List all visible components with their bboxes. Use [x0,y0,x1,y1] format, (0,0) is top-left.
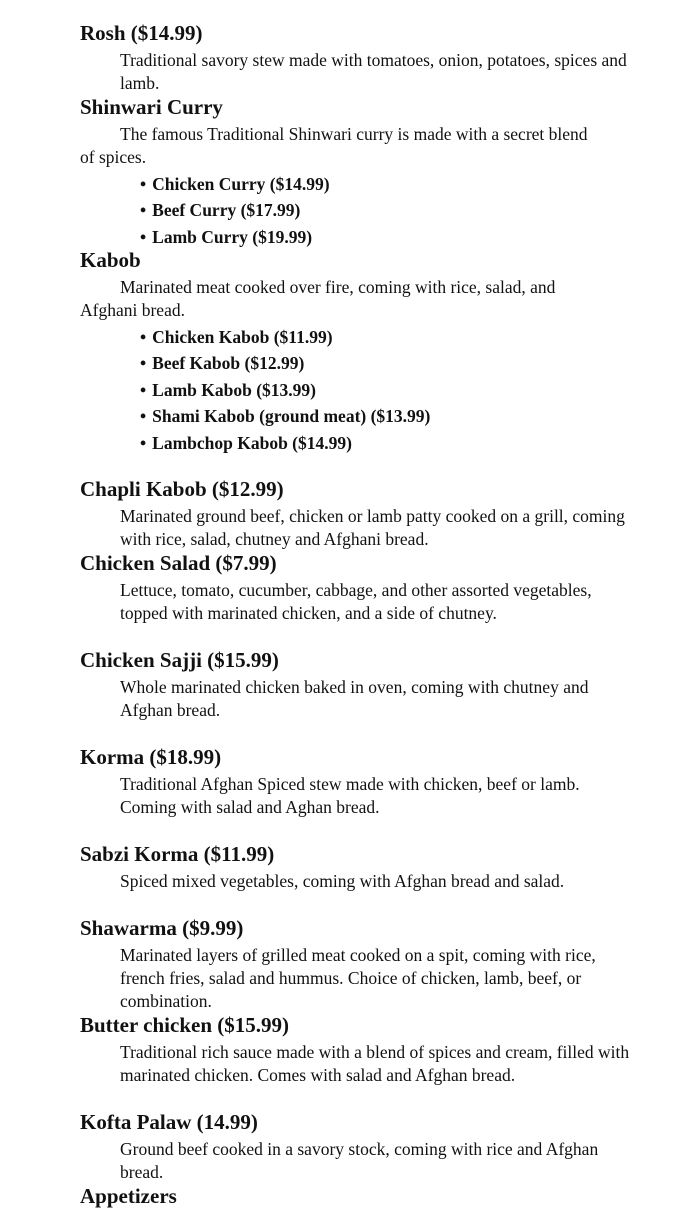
menu-item-title: Rosh ($14.99) [80,21,203,45]
menu-item-title: Kabob [80,248,141,272]
menu-item-description: The famous Traditional Shinwari curry is made with a secret blend of spices. [80,124,588,167]
menu-item-kofta-palaw [80,1110,640,1184]
menu-item-description: Marinated layers of grilled meat cooked on a spit, coming with rice, french fries, salad and hummus. Choice of chicken, lamb, beef, or combination. [120,945,596,1011]
section-heading: Appetizers [80,1184,177,1208]
menu-item-title: Korma ($18.99) [80,745,222,769]
menu-item-description: Whole marinated chicken baked in oven, coming with chutney and Afghan bread. [120,677,589,720]
menu-item-chicken-salad [80,551,640,625]
menu-item-kabob [80,248,640,456]
menu-item-description: Traditional rich sauce made with a blend of spices and cream, filled with marinated chicken. Comes with salad and Afghan bread. [120,1042,630,1085]
menu-item-description: Marinated meat cooked over fire, coming with rice, salad, and Afghani bread. [80,277,556,320]
menu-option: • Chicken Kabob ($11.99) [140,324,640,350]
menu-option: • Lamb Kabob ($13.99) [140,377,640,403]
menu-item-options [80,324,640,456]
menu-option: • Beef Kabob ($12.99) [140,350,640,376]
menu-item-title: Sabzi Korma ($11.99) [80,842,275,866]
menu-item-title: Chicken Salad ($7.99) [80,551,277,575]
menu-item-butter-chicken [80,1013,640,1087]
menu-item-description: Traditional savory stew made with tomatoes, onion, potatoes, spices and lamb. [120,50,627,93]
menu-option: • Chicken Curry ($14.99) [140,171,640,197]
menu-item-chicken-sajji [80,648,640,722]
menu-option: • Beef Curry ($17.99) [140,197,640,223]
menu-item-shawarma [80,916,640,1013]
menu-item-title: Chapli Kabob ($12.99) [80,477,284,501]
menu-item-title: Butter chicken ($15.99) [80,1013,290,1037]
menu-item-rosh [80,21,640,95]
menu-item-description: Spiced mixed vegetables, coming with Afghan bread and salad. [120,871,565,891]
menu-item-description: Lettuce, tomato, cucumber, cabbage, and other assorted vegetables, topped with marinated chicken, and a side of chutney. [120,580,592,623]
menu-item-description: Traditional Afghan Spiced stew made with chicken, beef or lamb. Coming with salad and Aghan bread. [120,774,580,817]
menu-option: • Lambchop Kabob ($14.99) [140,430,640,456]
menu-item-chapli-kabob [80,477,640,551]
menu-option: • Lamb Curry ($19.99) [140,224,640,250]
menu-item-title: Kofta Palaw (14.99) [80,1110,258,1134]
menu-item-options [80,171,640,250]
menu-item-title: Shinwari Curry [80,95,223,119]
menu-item-title: Chicken Sajji ($15.99) [80,648,279,672]
menu-item-shinwari-curry [80,95,640,250]
section-heading-appetizers [80,1184,640,1208]
menu-item-korma [80,745,640,819]
menu-item-title: Shawarma ($9.99) [80,916,244,940]
menu-option: • Shami Kabob (ground meat) ($13.99) [140,403,640,429]
menu-item-description: Ground beef cooked in a savory stock, coming with rice and Afghan bread. [120,1139,599,1182]
menu-item-description: Marinated ground beef, chicken or lamb patty cooked on a grill, coming with rice, salad, chutney and Afghani bread. [120,506,625,549]
menu-item-sabzi-korma [80,842,640,893]
